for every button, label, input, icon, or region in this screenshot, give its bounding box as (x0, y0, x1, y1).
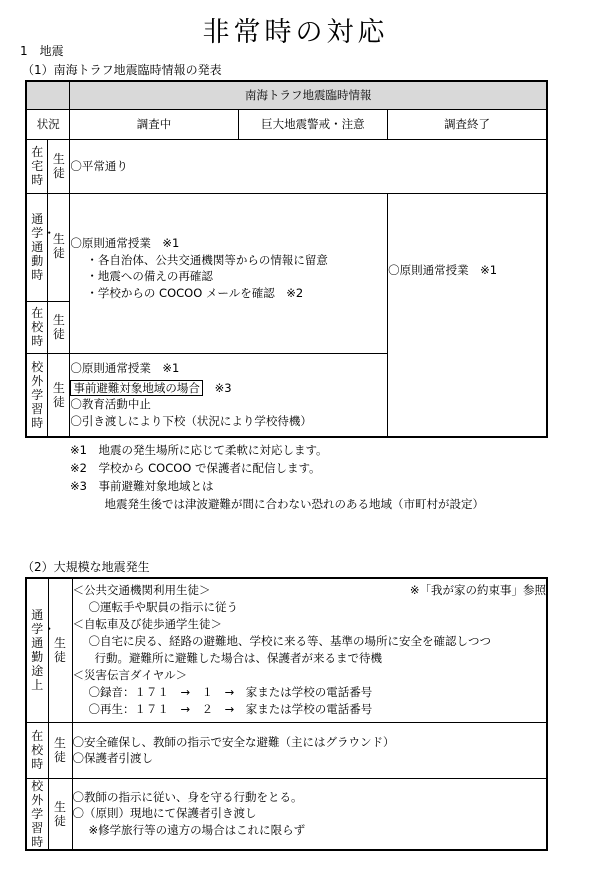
col-header-status: 状況 (26, 109, 70, 139)
school-line: 〇安全確保し、教師の指示で安全な避難（主にはグラウンド） (72, 734, 395, 749)
main-line: 〇原則通常授業 ※1 (70, 236, 180, 250)
commute-content (72, 578, 547, 722)
outside-content (72, 778, 547, 850)
note-line: ※2 学校から COCOO で保護者に配信します。 (70, 461, 321, 475)
commute-head: ＜公共交通機関利用生徒＞ (72, 583, 211, 598)
col-header-warning: 巨大地震警戒・注意 (238, 109, 387, 139)
commute-ref: ※「我が家の約束事」参照 (409, 583, 546, 598)
large-quake-table (25, 577, 548, 851)
outside-line: 〇引き渡しにより下校（状況により学校待機） (70, 413, 312, 428)
student-label: 生徒 (48, 193, 70, 301)
student-label: 生徒 (48, 722, 72, 778)
row-label-commute: 通学・通動時 (26, 193, 48, 301)
student-label: 生徒 (48, 578, 72, 722)
outside-line: 〇教師の指示に従い、身を守る行動をとる。 (72, 789, 303, 804)
student-label: 生徒 (48, 139, 70, 193)
main-line: ・学校からの COCOO メールを確認 ※2 (86, 285, 304, 300)
row-label-school: 在校時 (26, 722, 48, 778)
student-label: 生徒 (48, 778, 72, 850)
school-line: 〇保護者引渡し (72, 751, 153, 765)
commute-head-row (73, 582, 547, 599)
commute-line: 行動。避難所に避難した場合は、保護者が来るまで待機 (94, 651, 382, 666)
col-header-investigating: 調査中 (70, 109, 238, 139)
outside-line: 〇教育活動中止 (70, 397, 151, 412)
student-label: 生徒 (48, 301, 70, 353)
ended-content: 〇原則通常授業 ※1 (388, 193, 547, 437)
outside-content (70, 353, 388, 437)
commute-line: 〇自宅に戻る、経路の避難地、学校に来る等、基準の場所に安全を確認しつつ (88, 634, 491, 649)
evac-area-box: 事前避難対象地域の場合 (70, 380, 203, 396)
note-line: 地震発生後では津波避難が間に合わない恐れのある地域（市町村が設定） (70, 497, 484, 511)
section-heading-earthquake: 1 地震 (20, 44, 64, 58)
col-header-ended: 調査終了 (388, 109, 547, 139)
home-content: 〇平常通り (70, 139, 547, 193)
outside-line (70, 380, 387, 397)
header-blank-cell (26, 81, 70, 109)
notes-block (70, 441, 484, 513)
school-content (72, 722, 547, 778)
row-label-commute: 通学・通勤途上 (26, 578, 48, 722)
nankai-info-table (25, 80, 548, 438)
row-label-home: 在宅時 (26, 139, 48, 193)
subsection-heading-large-quake: （2）大規模な地震発生 (22, 560, 150, 574)
main-content (70, 193, 388, 353)
outside-line: ※修学旅行等の遠方の場合はこれに限らず (88, 822, 306, 837)
main-line: ・地震への備えの再確認 (86, 269, 213, 283)
commute-line: ＜災害伝言ダイヤル＞ (72, 668, 188, 683)
main-line: ・各自治体、公共交通機関等からの情報に留意 (86, 252, 328, 267)
student-label: 生徒 (48, 353, 70, 437)
commute-line: 〇再生：１７１ → ２ → 家または学校の電話番号 (88, 702, 373, 717)
row-label-outside: 校外学習時 (26, 353, 48, 437)
header-group-label: 南海トラフ地震臨時情報 (70, 81, 547, 109)
evac-note-ref: ※3 (214, 380, 232, 395)
commute-line: 〇録音：１７１ → １ → 家または学校の電話番号 (88, 685, 373, 700)
note-line: ※1 地震の発生場所に応じて柔軟に対応します。 (70, 443, 328, 457)
commute-line: 〇運転手や駅員の指示に従う (88, 600, 238, 615)
row-label-outside: 校外学習時 (26, 778, 48, 850)
note-line: ※3 事前避難対象地域とは (70, 479, 214, 493)
outside-line: 〇原則通常授業 ※1 (70, 361, 180, 376)
row-label-school: 在校時 (26, 301, 48, 353)
subsection-heading-nankai: （1）南海トラフ地震臨時情報の発表 (22, 63, 222, 77)
commute-line: ＜自転車及び徒歩通学生徒＞ (72, 617, 222, 632)
page-title: 非常時の対応 (202, 17, 389, 48)
outside-line: 〇（原則）現地にて保護者引き渡し (72, 806, 257, 821)
